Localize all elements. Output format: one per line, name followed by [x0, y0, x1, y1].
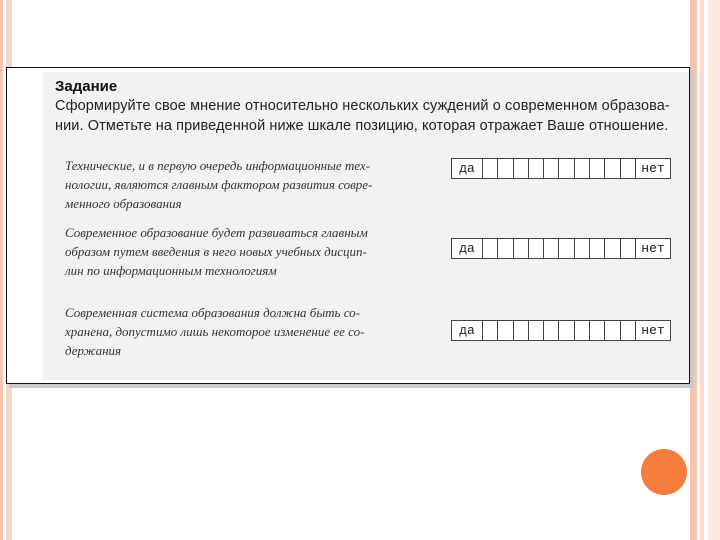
statement-line: нологии, являются главным фактором развития совре- [65, 177, 373, 192]
statement-line: хранена, допустимо лишь некоторое изменение ее со- [65, 324, 365, 339]
scale-cell[interactable] [604, 321, 619, 340]
statement-line: образом путем введения в него новых учебных дисцип- [65, 244, 367, 259]
scale-cell[interactable] [558, 159, 573, 178]
scale-cell[interactable] [528, 239, 543, 258]
scale-cell[interactable] [574, 321, 589, 340]
scale-yes-label: да [459, 323, 475, 338]
scale-cell[interactable] [482, 321, 497, 340]
scale-cell[interactable] [482, 159, 497, 178]
task-text-line: Сформируйте свое мнение относительно нескольких суждений о современном образова- [55, 98, 670, 114]
scale-cell[interactable] [497, 321, 512, 340]
statement-3 [65, 303, 415, 360]
scale-cell[interactable] [543, 159, 558, 178]
scale-cell[interactable] [513, 239, 528, 258]
rating-scale-3 [451, 320, 671, 341]
scale-cell[interactable] [543, 239, 558, 258]
scale-cell[interactable] [482, 239, 497, 258]
scale-cell[interactable] [574, 239, 589, 258]
scale-no-label: нет [635, 239, 670, 258]
right-decor-stripe-mid [700, 0, 704, 540]
scale-cell[interactable] [497, 159, 512, 178]
statement-line: Современная система образования должна быть со- [65, 305, 360, 320]
task-text-line: нии. Отметьте на приведенной ниже шкале позицию, которая отражает Ваше отношение. [55, 118, 669, 134]
scale-yes-label: да [459, 161, 475, 176]
scale-cell[interactable] [589, 159, 604, 178]
scale-cell[interactable] [589, 321, 604, 340]
statement-1 [65, 156, 415, 213]
scale-cell[interactable] [604, 239, 619, 258]
decorative-orange-circle [641, 449, 687, 495]
scale-cell[interactable] [513, 321, 528, 340]
scale-cell[interactable] [528, 159, 543, 178]
questionnaire-card [6, 67, 690, 384]
statement-line: Современное образование будет развиваться главным [65, 225, 368, 240]
task-instructions [55, 96, 685, 136]
statement-line: держания [65, 343, 122, 358]
rating-scale-2 [451, 238, 671, 259]
rating-scale-1 [451, 158, 671, 179]
statement-2 [65, 223, 415, 280]
scale-no-label: нет [635, 321, 670, 340]
scale-cell[interactable] [620, 239, 635, 258]
questionnaire-panel [43, 72, 689, 380]
statement-line: Технические, и в первую очередь информационные тех- [65, 158, 371, 173]
statement-line: менного образования [65, 196, 182, 211]
left-decor-stripe [0, 0, 3, 540]
scale-cell[interactable] [528, 321, 543, 340]
statement-line: лин по информационным технологиям [65, 263, 277, 278]
scale-cell[interactable] [620, 321, 635, 340]
scale-cell[interactable] [558, 321, 573, 340]
scale-cell[interactable] [543, 321, 558, 340]
scale-cell[interactable] [620, 159, 635, 178]
scale-cell[interactable] [497, 239, 512, 258]
scale-cell[interactable] [574, 159, 589, 178]
scale-cell[interactable] [513, 159, 528, 178]
scale-cell[interactable] [558, 239, 573, 258]
scale-yes-label: да [459, 241, 475, 256]
task-title: Задание [55, 78, 118, 95]
scale-cell[interactable] [589, 239, 604, 258]
scale-no-label: нет [635, 159, 670, 178]
scale-cell[interactable] [604, 159, 619, 178]
right-decor-stripe-outer [708, 0, 720, 540]
right-decor-stripe [690, 0, 697, 540]
